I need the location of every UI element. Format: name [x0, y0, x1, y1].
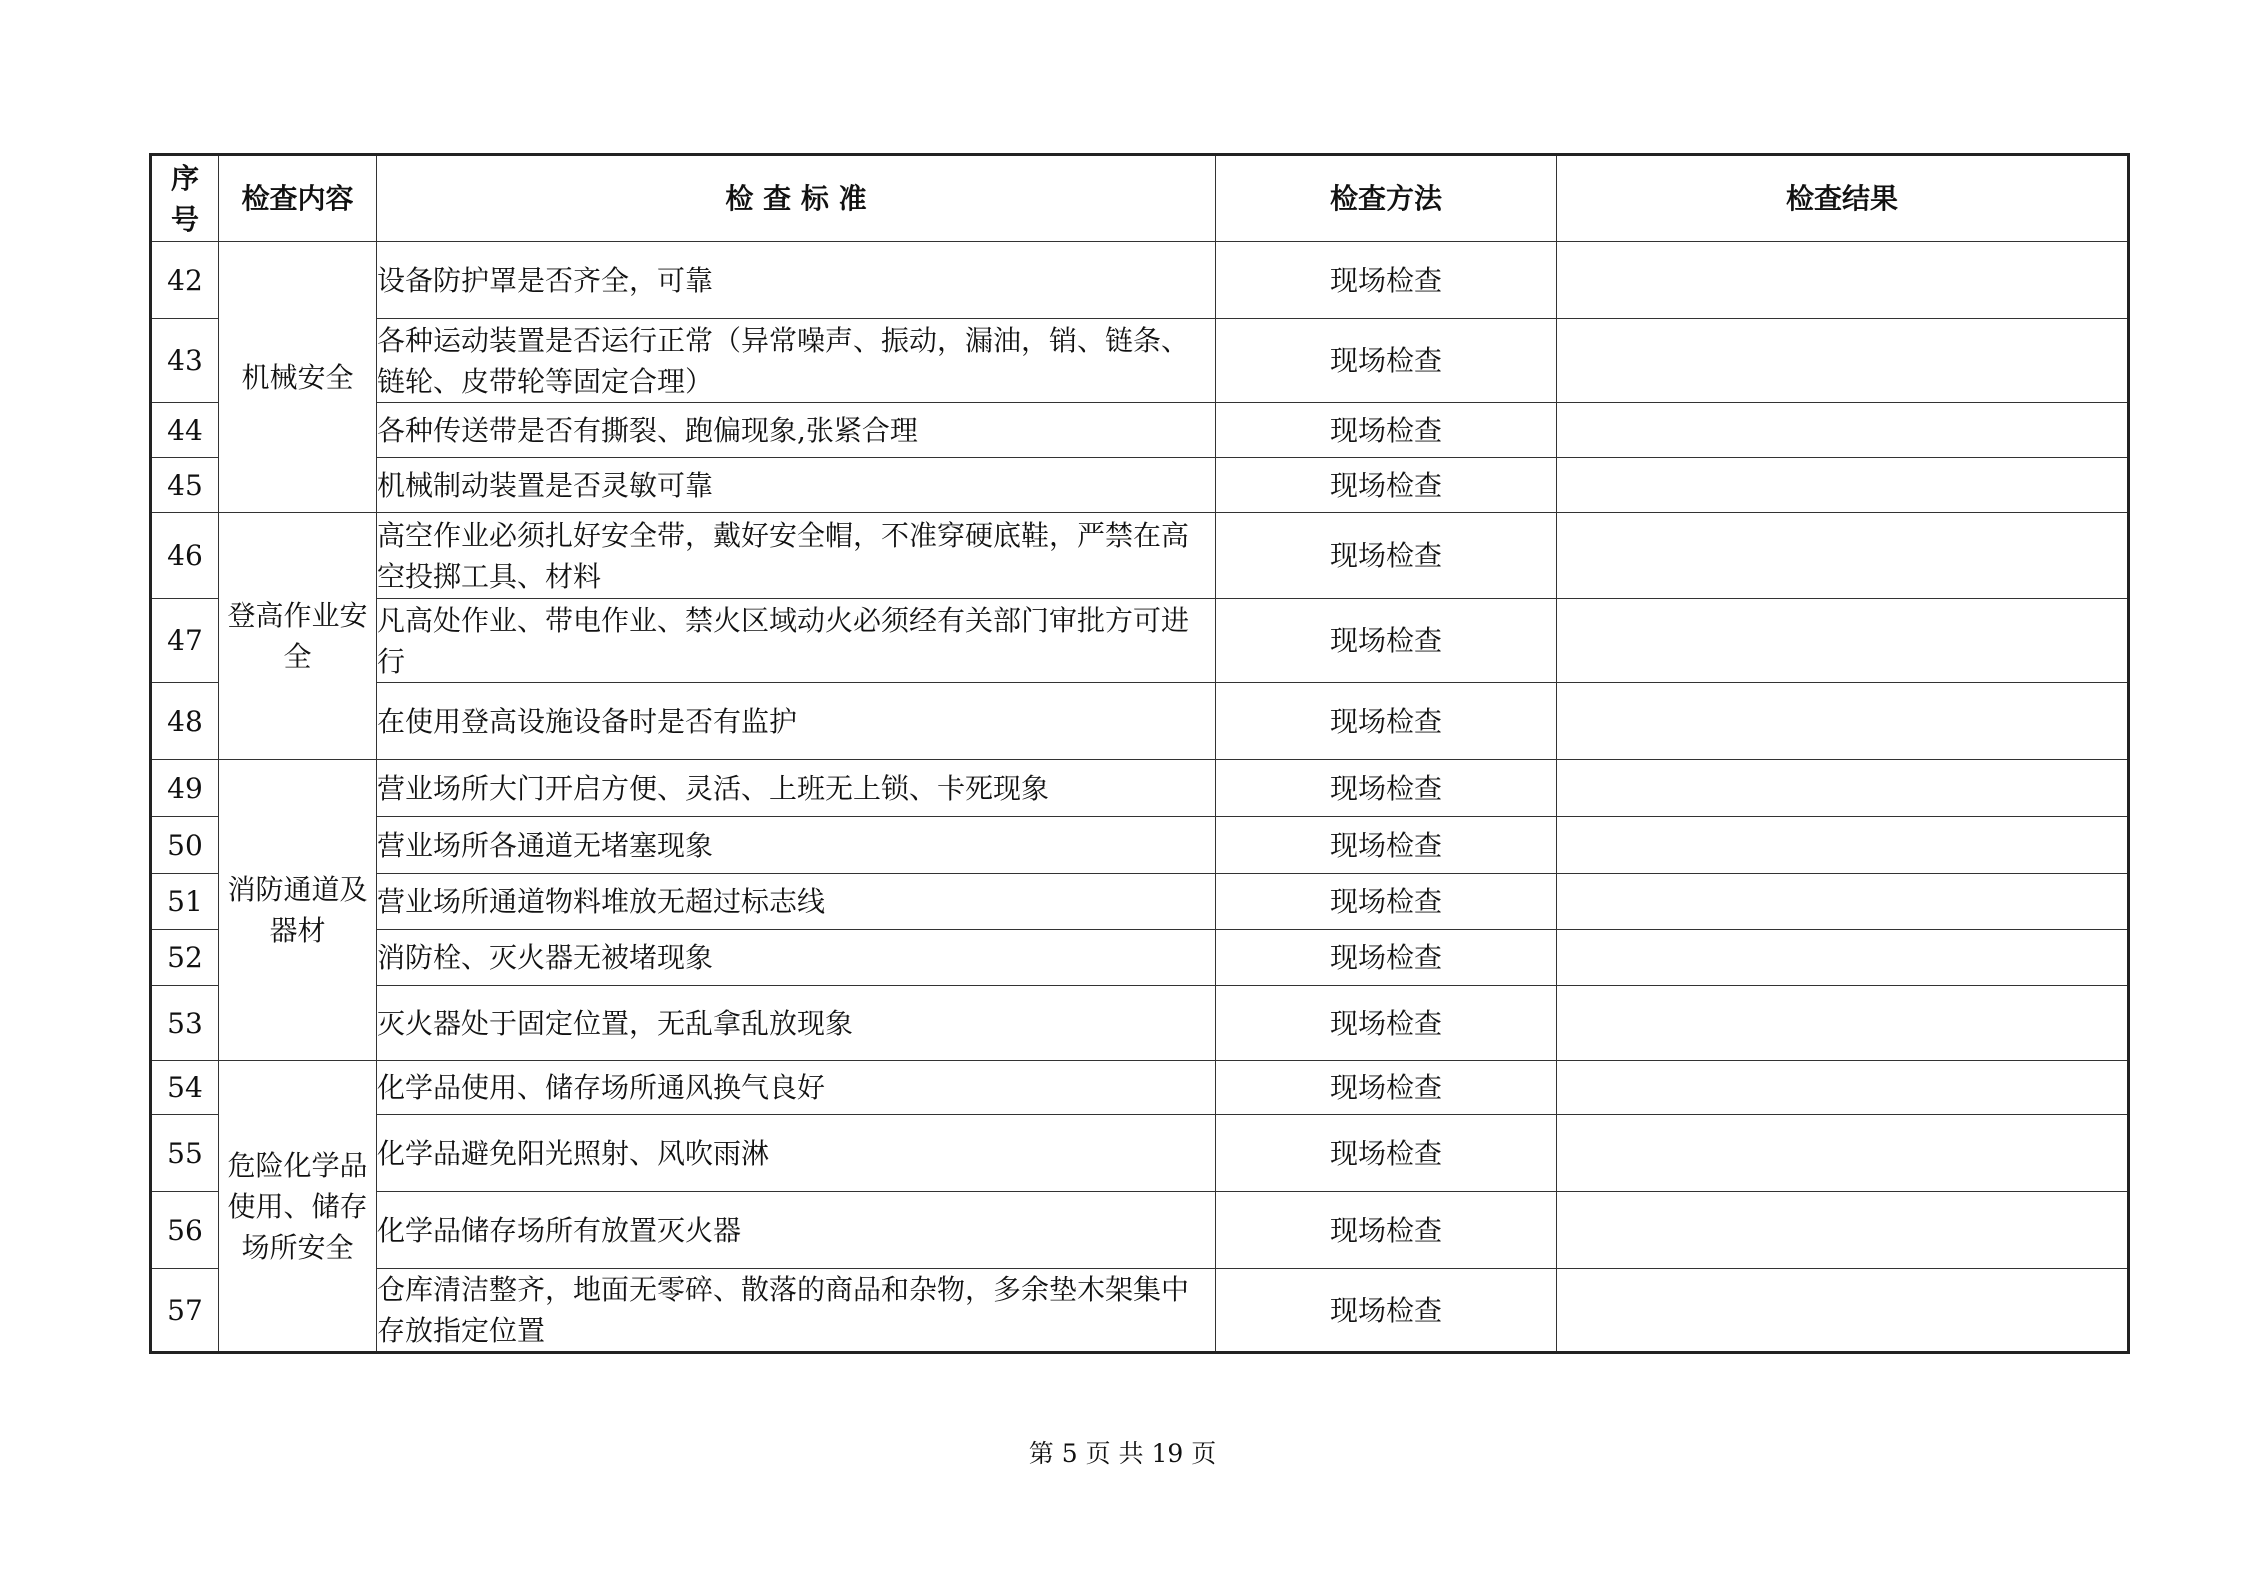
row-method: 现场检查 [1216, 513, 1557, 599]
row-seq: 56 [151, 1192, 219, 1269]
page-footer: 第 5 页 共 19 页 [1028, 1439, 1217, 1468]
table-row [151, 1192, 2129, 1269]
row-seq: 42 [151, 242, 219, 319]
row-result[interactable] [1557, 242, 2129, 319]
row-standard: 营业场所大门开启方便、灵活、上班无上锁、卡死现象 [377, 760, 1216, 817]
row-result[interactable] [1557, 1269, 2129, 1353]
header-content: 检查内容 [219, 155, 377, 242]
row-standard: 化学品使用、储存场所通风换气良好 [377, 1061, 1216, 1115]
table-row [151, 403, 2129, 458]
row-result[interactable] [1557, 817, 2129, 874]
row-seq: 51 [151, 874, 219, 930]
row-method: 现场检查 [1216, 1192, 1557, 1269]
row-standard: 化学品储存场所有放置灭火器 [377, 1192, 1216, 1269]
row-seq: 52 [151, 930, 219, 986]
table-row [151, 1269, 2129, 1353]
header-standard: 检 查 标 准 [377, 155, 1216, 242]
row-seq: 48 [151, 683, 219, 760]
table-row [151, 319, 2129, 403]
table-row [151, 1115, 2129, 1192]
table-row [151, 683, 2129, 760]
category-cell: 登高作业安全 [219, 513, 377, 760]
row-result[interactable] [1557, 986, 2129, 1061]
table-row [151, 986, 2129, 1061]
table-row [151, 930, 2129, 986]
row-method: 现场检查 [1216, 930, 1557, 986]
row-result[interactable] [1557, 760, 2129, 817]
row-seq: 47 [151, 599, 219, 683]
category-cell: 消防通道及器材 [219, 760, 377, 1061]
row-seq: 57 [151, 1269, 219, 1353]
row-result[interactable] [1557, 319, 2129, 403]
table-row [151, 817, 2129, 874]
row-seq: 50 [151, 817, 219, 874]
row-standard: 各种运动装置是否运行正常（异常噪声、振动，漏油，销、链条、链轮、皮带轮等固定合理） [377, 319, 1216, 403]
row-method: 现场检查 [1216, 817, 1557, 874]
row-method: 现场检查 [1216, 403, 1557, 458]
table-row [151, 458, 2129, 513]
row-standard: 凡高处作业、带电作业、禁火区域动火必须经有关部门审批方可进行 [377, 599, 1216, 683]
category-cell: 机械安全 [219, 242, 377, 513]
row-result[interactable] [1557, 403, 2129, 458]
header-result: 检查结果 [1557, 155, 2129, 242]
table-header [151, 155, 2129, 242]
header-method: 检查方法 [1216, 155, 1557, 242]
row-result[interactable] [1557, 599, 2129, 683]
row-method: 现场检查 [1216, 458, 1557, 513]
row-standard: 化学品避免阳光照射、风吹雨淋 [377, 1115, 1216, 1192]
row-seq: 55 [151, 1115, 219, 1192]
row-method: 现场检查 [1216, 760, 1557, 817]
table-row [151, 874, 2129, 930]
row-result[interactable] [1557, 1115, 2129, 1192]
row-seq: 43 [151, 319, 219, 403]
row-standard: 仓库清洁整齐，地面无零碎、散落的商品和杂物，多余垫木架集中存放指定位置 [377, 1269, 1216, 1353]
table-row [151, 1061, 2129, 1115]
row-standard: 在使用登高设施设备时是否有监护 [377, 683, 1216, 760]
table-row [151, 513, 2129, 599]
row-result[interactable] [1557, 874, 2129, 930]
row-result[interactable] [1557, 458, 2129, 513]
row-standard: 营业场所通道物料堆放无超过标志线 [377, 874, 1216, 930]
row-method: 现场检查 [1216, 242, 1557, 319]
row-standard: 高空作业必须扎好安全带，戴好安全帽，不准穿硬底鞋，严禁在高空投掷工具、材料 [377, 513, 1216, 599]
row-standard: 消防栓、灭火器无被堵现象 [377, 930, 1216, 986]
row-method: 现场检查 [1216, 1061, 1557, 1115]
table-row [151, 599, 2129, 683]
inspection-table [149, 153, 2130, 1354]
table-body [151, 242, 2129, 1353]
row-seq: 46 [151, 513, 219, 599]
header-seq: 序号 [151, 155, 219, 242]
row-method: 现场检查 [1216, 874, 1557, 930]
row-standard: 营业场所各通道无堵塞现象 [377, 817, 1216, 874]
row-standard: 各种传送带是否有撕裂、跑偏现象,张紧合理 [377, 403, 1216, 458]
category-cell: 危险化学品使用、储存场所安全 [219, 1061, 377, 1353]
row-result[interactable] [1557, 1061, 2129, 1115]
row-result[interactable] [1557, 513, 2129, 599]
row-method: 现场检查 [1216, 683, 1557, 760]
row-result[interactable] [1557, 1192, 2129, 1269]
row-method: 现场检查 [1216, 599, 1557, 683]
row-standard: 灭火器处于固定位置，无乱拿乱放现象 [377, 986, 1216, 1061]
row-method: 现场检查 [1216, 986, 1557, 1061]
row-method: 现场检查 [1216, 319, 1557, 403]
row-seq: 44 [151, 403, 219, 458]
row-standard: 设备防护罩是否齐全，可靠 [377, 242, 1216, 319]
row-standard: 机械制动装置是否灵敏可靠 [377, 458, 1216, 513]
row-seq: 45 [151, 458, 219, 513]
row-method: 现场检查 [1216, 1269, 1557, 1353]
row-method: 现场检查 [1216, 1115, 1557, 1192]
row-result[interactable] [1557, 930, 2129, 986]
row-seq: 53 [151, 986, 219, 1061]
row-seq: 54 [151, 1061, 219, 1115]
table-row [151, 760, 2129, 817]
row-seq: 49 [151, 760, 219, 817]
row-result[interactable] [1557, 683, 2129, 760]
table-row [151, 242, 2129, 319]
